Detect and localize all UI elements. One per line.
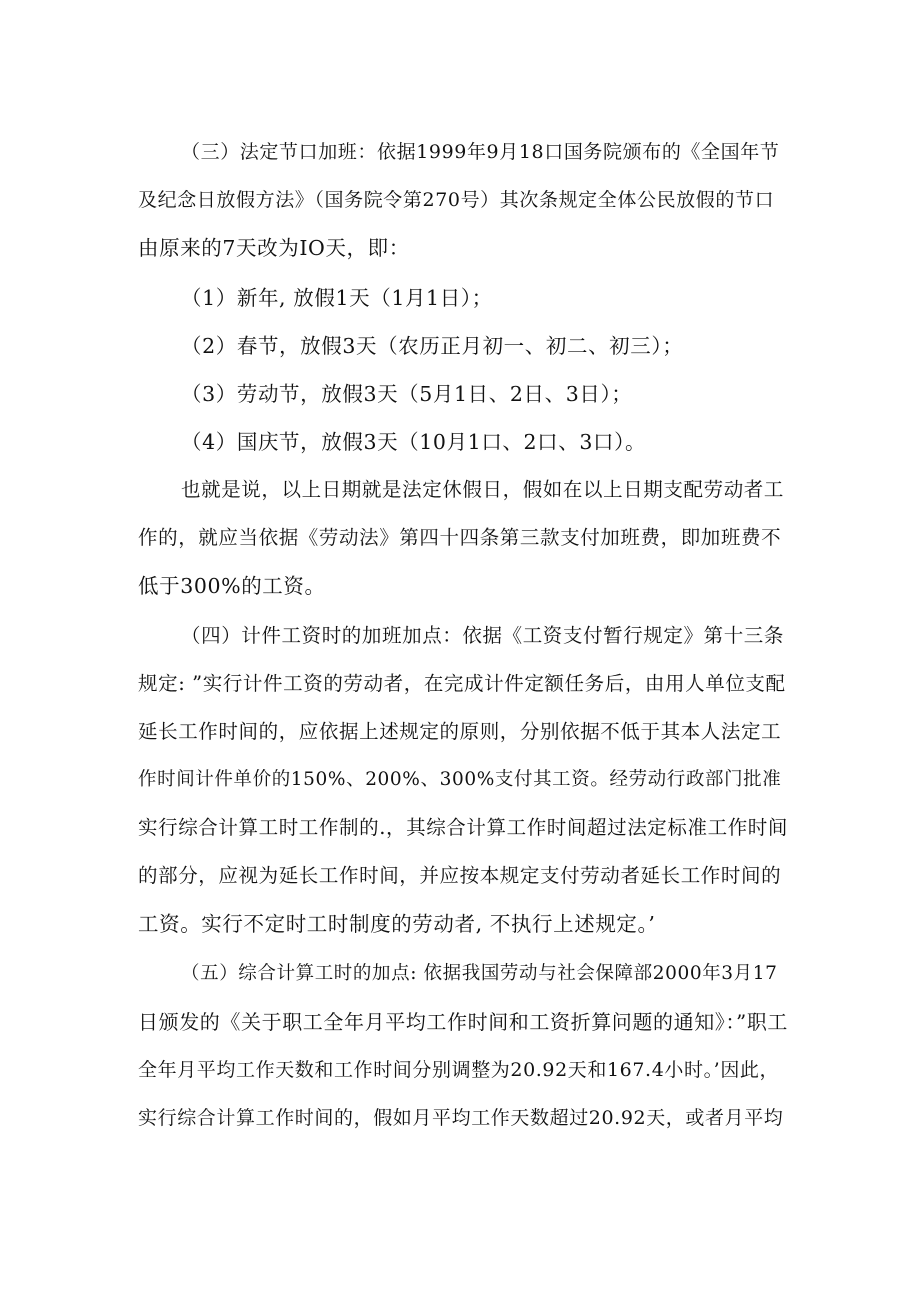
- paragraph-2-line-2: 作的，就应当依据《劳动法》第四十四条第三款支付加班费，即加班费不: [138, 526, 782, 549]
- paragraph-3-line-2: 规定: ”实行计件工资的劳动者，在完成计件定额任务后，由用人单位支配: [138, 672, 786, 695]
- paragraph-1-line-2: 及纪念日放假方法》（国务院令第270号）其次条规定全体公民放假的节口: [138, 189, 775, 211]
- paragraph-2-line-3: 低于300%的工资。: [138, 574, 326, 598]
- paragraph-4-line-3: 全年月平均工作天数和工作时间分别调整为20.92天和167.4小时。’因此，: [138, 1059, 780, 1081]
- holiday-list-item-2: （2）春节，放假3天（农历正月初一、初二、初三）；: [181, 334, 684, 358]
- paragraph-3-line-6: 的部分，应视为延长工作时间，并应按本规定支付劳动者延长工作时间的: [138, 864, 782, 887]
- paragraph-3-line-7: 工资。实行不定时工时制度的劳动者, 不执行上述规定。’: [138, 912, 656, 936]
- paragraph-4-line-1: （五）综合计算工时的加点: 依据我国劳动与社会保障部2000年3月17: [181, 963, 778, 984]
- paragraph-4-line-4: 实行综合计算工作时间的，假如月平均工作天数超过20.92天，或者月平均: [138, 1107, 784, 1129]
- paragraph-4-line-2: 日颁发的《关于职工全年月平均工作时间和工资折算问题的通知》：”职工: [138, 1010, 789, 1034]
- holiday-list-item-4: （4）国庆节，放假3天（10月1口、2口、3口）。: [181, 430, 647, 454]
- paragraph-2-line-1: 也就是说，以上日期就是法定休假日，假如在以上日期支配劳动者工: [181, 478, 785, 501]
- paragraph-3-line-1: （四）计件工资时的加班加点：依据《工资支付暂行规定》第十三条: [181, 624, 785, 647]
- paragraph-1-line-1: （三）法定节口加班：依据1999年9月18口国务院颁布的《全国年节: [181, 141, 780, 163]
- holiday-list-item-1: （1）新年, 放假1天（1月1日）；: [181, 286, 493, 310]
- paragraph-3-line-3: 延长工作时间的，应依据上述规定的原则，分别依据不低于其本人法定工: [138, 720, 782, 743]
- paragraph-3-line-5: 实行综合计算工时工作制的.，其综合计算工作时间超过法定标准工作时间: [138, 816, 788, 839]
- paragraph-3-line-4: 作时间计件单价的150%、200%、300%支付其工资。经劳动行政部门批准: [138, 769, 782, 790]
- paragraph-1-line-3: 由原来的7天改为IO天，即：: [138, 236, 410, 260]
- holiday-list-item-3: （3）劳动节，放假3天（5月1日、2日、3日）；: [181, 382, 633, 406]
